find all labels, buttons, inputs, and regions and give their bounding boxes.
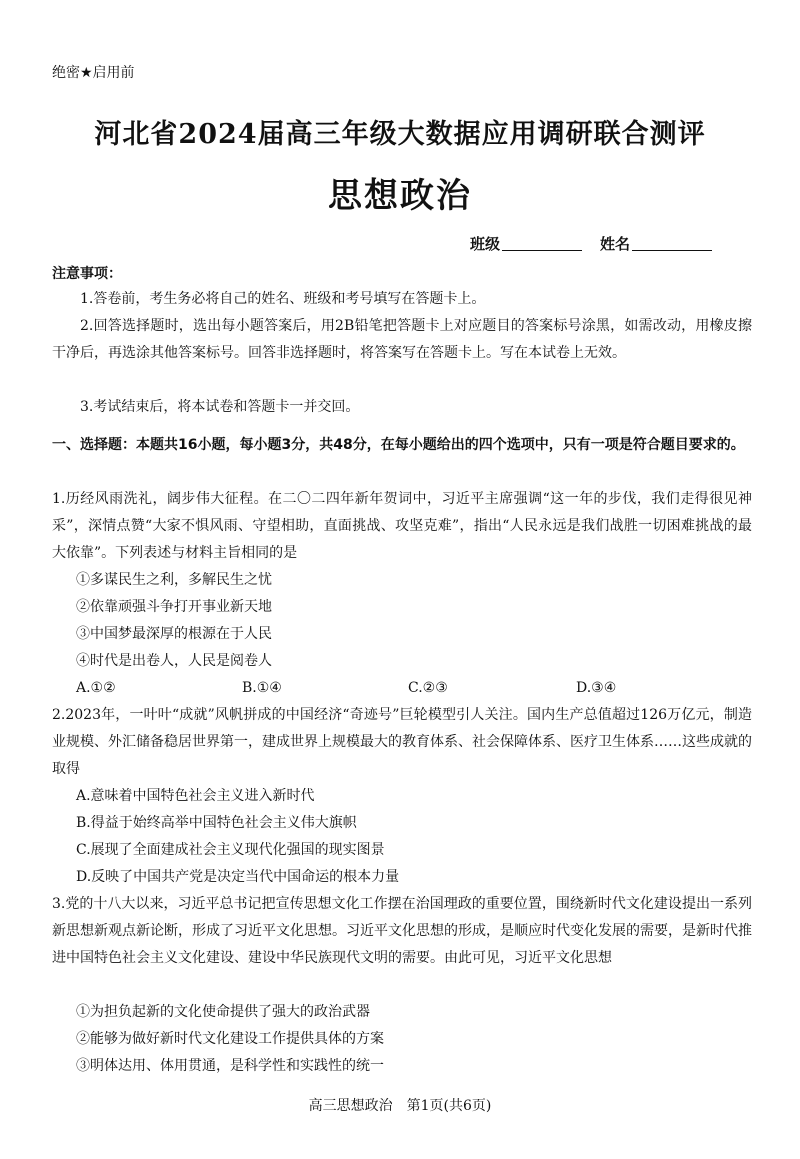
class-label: 班级: [470, 235, 501, 253]
notice-item: 2.回答选择题时，选出每小题答案后，用2B铅笔把答题卡上对应题目的答案标号涂黑，如需改动，用橡皮擦干净后，再选涂其他答案标号。回答非选择题时，将答案写在答题卡上。写在本试卷上无效。: [52, 318, 752, 361]
choice-c: C.②③: [408, 680, 448, 696]
question-stem: 1.历经风雨洗礼，阔步伟大征程。在二〇二四年新年贺词中，习近平主席强调“这一年的步伐，我们走得很见神采”，深情点赞“大家不惧风雨、守望相助，直面挑战、攻坚克难”，指出“人民永远是我们战胜一切困难挑战的最大依靠”。下列表述与材料主旨相同的是: [52, 491, 752, 561]
statement: ③明体达用、体用贯通，是科学性和实践性的统一: [76, 1058, 384, 1074]
statement: ②依靠顽强斗争打开事业新天地: [76, 599, 272, 615]
choice-b: B.①④: [242, 680, 282, 696]
statement: ②能够为做好新时代文化建设工作提供具体的方案: [76, 1031, 384, 1047]
confidential-label: 绝密★启用前: [52, 65, 135, 81]
statement: ③中国梦最深厚的根源在于人民: [76, 626, 272, 642]
statement: ④时代是出卷人，人民是阅卷人: [76, 653, 272, 669]
choice-a: A.①②: [76, 680, 116, 696]
exam-title: 河北省2024届高三年级大数据应用调研联合测评: [94, 119, 706, 150]
option-c: C.展现了全面建成社会主义现代化强国的现实图景: [76, 842, 385, 858]
notice-title: 注意事项：: [52, 266, 122, 282]
option-a: A.意味着中国特色社会主义进入新时代: [76, 788, 315, 804]
student-info-fields: [470, 233, 712, 254]
statement: ①为担负起新的文化使命提供了强大的政治武器: [76, 1004, 370, 1020]
subject-title: 思想政治: [328, 176, 472, 216]
notice-item: 3.考试结束后，将本试卷和答题卡一并交回。: [80, 399, 360, 415]
choice-d: D.③④: [576, 680, 617, 696]
statement: ①多谋民生之利，多解民生之忧: [76, 572, 272, 588]
name-blank: [632, 236, 712, 251]
section-heading: 一、选择题：本题共16小题，每小题3分，共48分，在每小题给出的四个选项中，只有一项是符合题目要求的。: [52, 437, 745, 453]
question-stem: 3.党的十八大以来，习近平总书记把宣传思想文化工作摆在治国理政的重要位置，围绕新时代文化建设提出一系列新思想新观点新论断，形成了习近平文化思想。习近平文化思想的形成，是顺应时代变化发展的需要，是新时代推进中国特色社会主义文化建设、建设中华民族现代文明的需要。由此可见，习近平文化思想: [52, 896, 752, 966]
class-blank: [502, 236, 582, 251]
page-footer: 高三思想政治 第1页(共6页): [308, 1098, 492, 1114]
option-d: D.反映了中国共产党是决定当代中国命运的根本力量: [76, 869, 400, 885]
name-label: 姓名: [600, 235, 631, 253]
notice-item: 1.答卷前，考生务必将自己的姓名、班级和考号填写在答题卡上。: [80, 291, 486, 307]
question-stem: 2.2023年，一叶叶“成就”风帆拼成的中国经济“奇迹号”巨轮模型引人关注。国内生产总值超过126万亿元，制造业规模、外汇储备稳居世界第一，建成世界上规模最大的教育体系、社会保障体系、医疗卫生体系……这些成就的取得: [52, 707, 752, 777]
option-b: B.得益于始终高举中国特色社会主义伟大旗帜: [76, 815, 357, 831]
